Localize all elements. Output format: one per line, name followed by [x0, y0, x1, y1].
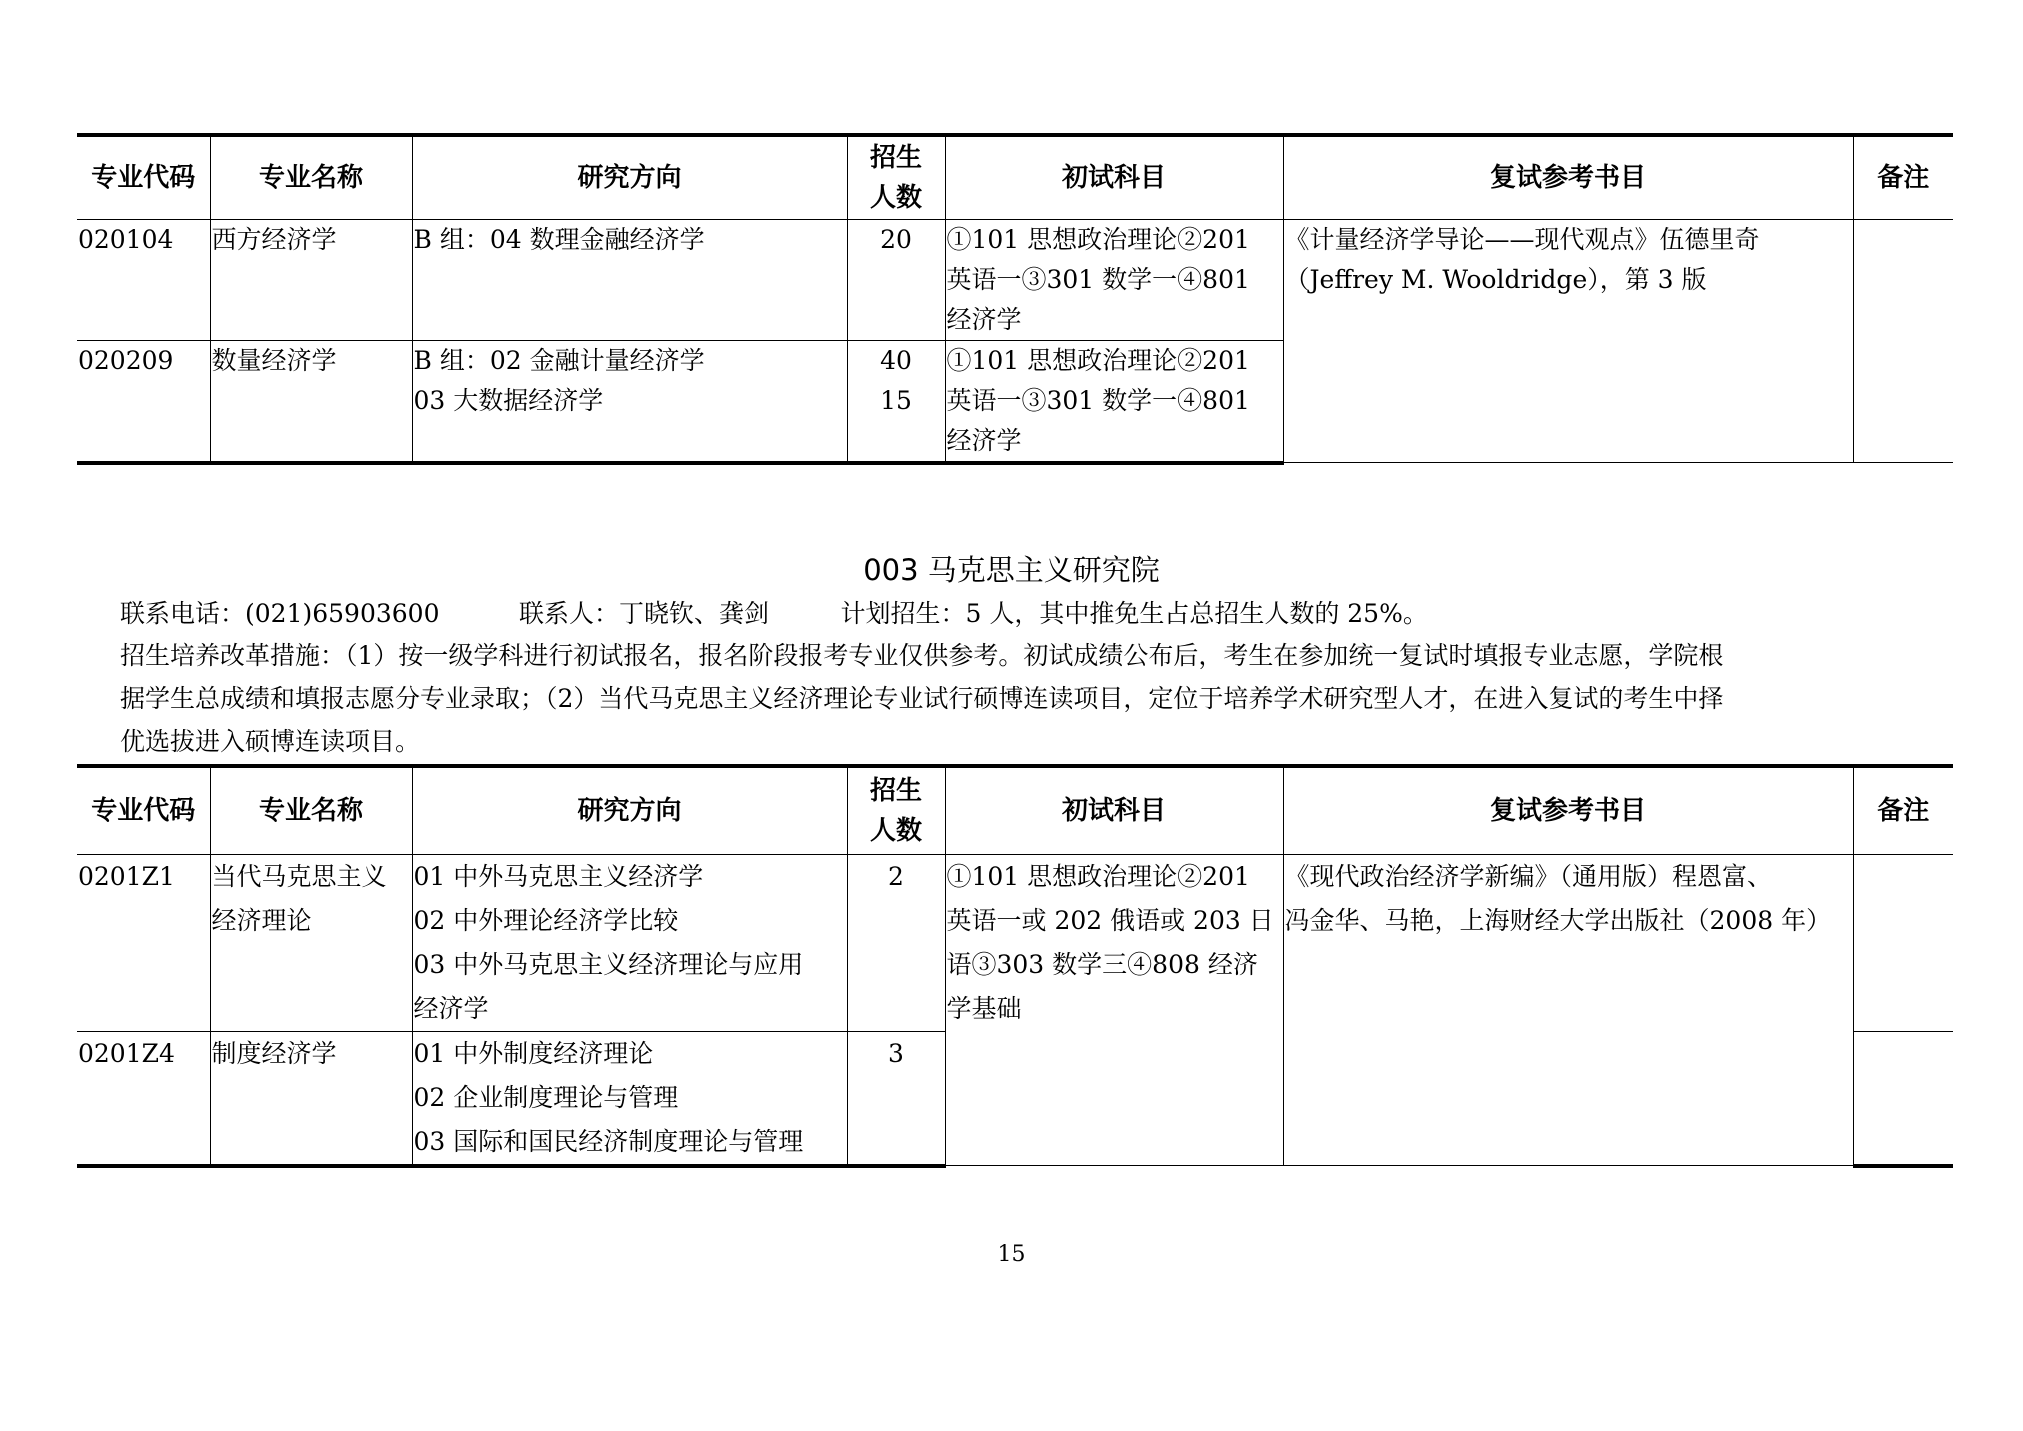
page-number: 15 [997, 1242, 1026, 1267]
books-line: 《计量经济学导论——现代观点》伍德里奇 [1284, 224, 1760, 254]
quota [847, 340, 945, 463]
direction-line: 01 中外制度经济理论 [413, 1038, 654, 1068]
department-title: 003 马克思主义研究院 [863, 553, 1160, 587]
exam-line: 英语一③301 数学一④801 [946, 385, 1250, 415]
header-quota [847, 135, 945, 219]
quota-value: 15 [880, 385, 912, 415]
exam-line: ①101 思想政治理论②201 [946, 224, 1250, 254]
major-name-line: 经济理论 [211, 905, 312, 935]
quota [847, 219, 945, 340]
exam-line: 学基础 [946, 993, 1022, 1023]
admissions-table-1 [77, 133, 1953, 465]
table-row [77, 219, 1953, 340]
header-quota [847, 766, 945, 854]
direction-line: 经济学 [413, 993, 489, 1023]
books-line: 冯金华、马艳，上海财经大学出版社（2008 年） [1284, 905, 1832, 935]
reference-books [1283, 219, 1853, 463]
header-exam: 初试科目 [945, 135, 1283, 219]
books-line: （Jeffrey M. Wooldridge），第 3 版 [1284, 264, 1707, 294]
major-code: 020209 [77, 340, 210, 463]
exam-line: 经济学 [946, 425, 1022, 455]
exam-line: 英语一或 202 俄语或 203 日 [946, 905, 1274, 935]
direction-line: 03 国际和国民经济制度理论与管理 [413, 1126, 804, 1156]
major-name-line: 当代马克思主义 [211, 861, 387, 891]
research-direction [412, 854, 847, 1031]
reform-line: 招生培养改革措施：（1）按一级学科进行初试报名，报名阶段报考专业仅供参考。初试成绩公布后，考生在参加统一复试时填报专业志愿，学院根 [120, 641, 1724, 670]
quota-value: 20 [880, 224, 912, 254]
direction-line: 03 中外马克思主义经济理论与应用 [413, 949, 804, 979]
table-header-row [77, 766, 1953, 854]
notes-cell [1853, 1031, 1953, 1166]
major-code: 0201Z1 [77, 854, 210, 1031]
quota: 2 [847, 854, 945, 1031]
header-quota-line2: 人数 [869, 815, 922, 846]
header-exam: 初试科目 [945, 766, 1283, 854]
direction-line: 01 中外马克思主义经济学 [413, 861, 704, 891]
header-name: 专业名称 [210, 766, 412, 854]
exam-line: ①101 思想政治理论②201 [946, 861, 1250, 891]
header-notes: 备注 [1853, 766, 1953, 854]
header-books: 复试参考书目 [1283, 135, 1853, 219]
header-code: 专业代码 [77, 766, 210, 854]
header-direction: 研究方向 [412, 135, 847, 219]
exam-subjects [945, 219, 1283, 340]
notes-cell [1853, 219, 1953, 463]
direction-line: B 组：04 数理金融经济学 [413, 224, 705, 254]
major-name: 西方经济学 [210, 219, 412, 340]
major-name [210, 1031, 412, 1166]
reference-books [1283, 854, 1853, 1166]
direction-line: 02 中外理论经济学比较 [413, 905, 679, 935]
notes-cell [1853, 854, 1953, 1031]
direction-line: 03 大数据经济学 [413, 385, 604, 415]
header-quota-line1: 招生 [869, 142, 922, 173]
research-direction [412, 219, 847, 340]
header-quota-line1: 招生 [869, 775, 922, 806]
table-row [77, 854, 1953, 1031]
header-quota-line2: 人数 [869, 182, 922, 213]
quota: 3 [847, 1031, 945, 1166]
reform-line: 优选拔进入硕博连读项目。 [120, 727, 421, 756]
header-books: 复试参考书目 [1283, 766, 1853, 854]
exam-subjects [945, 340, 1283, 463]
header-direction: 研究方向 [412, 766, 847, 854]
reform-measures [120, 634, 1920, 763]
header-code: 专业代码 [77, 135, 210, 219]
books-line: 《现代政治经济学新编》（通用版）程恩富、 [1284, 861, 1773, 891]
major-name-line: 制度经济学 [211, 1038, 337, 1068]
direction-line: B 组：02 金融计量经济学 [413, 345, 705, 375]
research-direction [412, 340, 847, 463]
major-name: 数量经济学 [210, 340, 412, 463]
table-header-row [77, 135, 1953, 219]
direction-line: 02 企业制度理论与管理 [413, 1082, 679, 1112]
department-contact: 联系电话：(021)65903600 联系人：丁晓钦、龚剑 计划招生：5 人，其中推免生占总招生人数的 25%。 [120, 599, 1428, 628]
reform-line: 据学生总成绩和填报志愿分专业录取；（2）当代马克思主义经济理论专业试行硕博连读项目，定位于培养学术研究型人才，在进入复试的考生中择 [120, 684, 1724, 713]
exam-line: 经济学 [946, 304, 1022, 334]
admissions-table-2 [77, 764, 1953, 1168]
major-code: 0201Z4 [77, 1031, 210, 1166]
exam-line: 英语一③301 数学一④801 [946, 264, 1250, 294]
exam-line: ①101 思想政治理论②201 [946, 345, 1250, 375]
exam-subjects [945, 854, 1283, 1166]
major-name [210, 854, 412, 1031]
research-direction [412, 1031, 847, 1166]
major-code: 020104 [77, 219, 210, 340]
exam-line: 语③303 数学三④808 经济 [946, 949, 1258, 979]
header-name: 专业名称 [210, 135, 412, 219]
header-notes: 备注 [1853, 135, 1953, 219]
quota-value: 40 [880, 345, 912, 375]
